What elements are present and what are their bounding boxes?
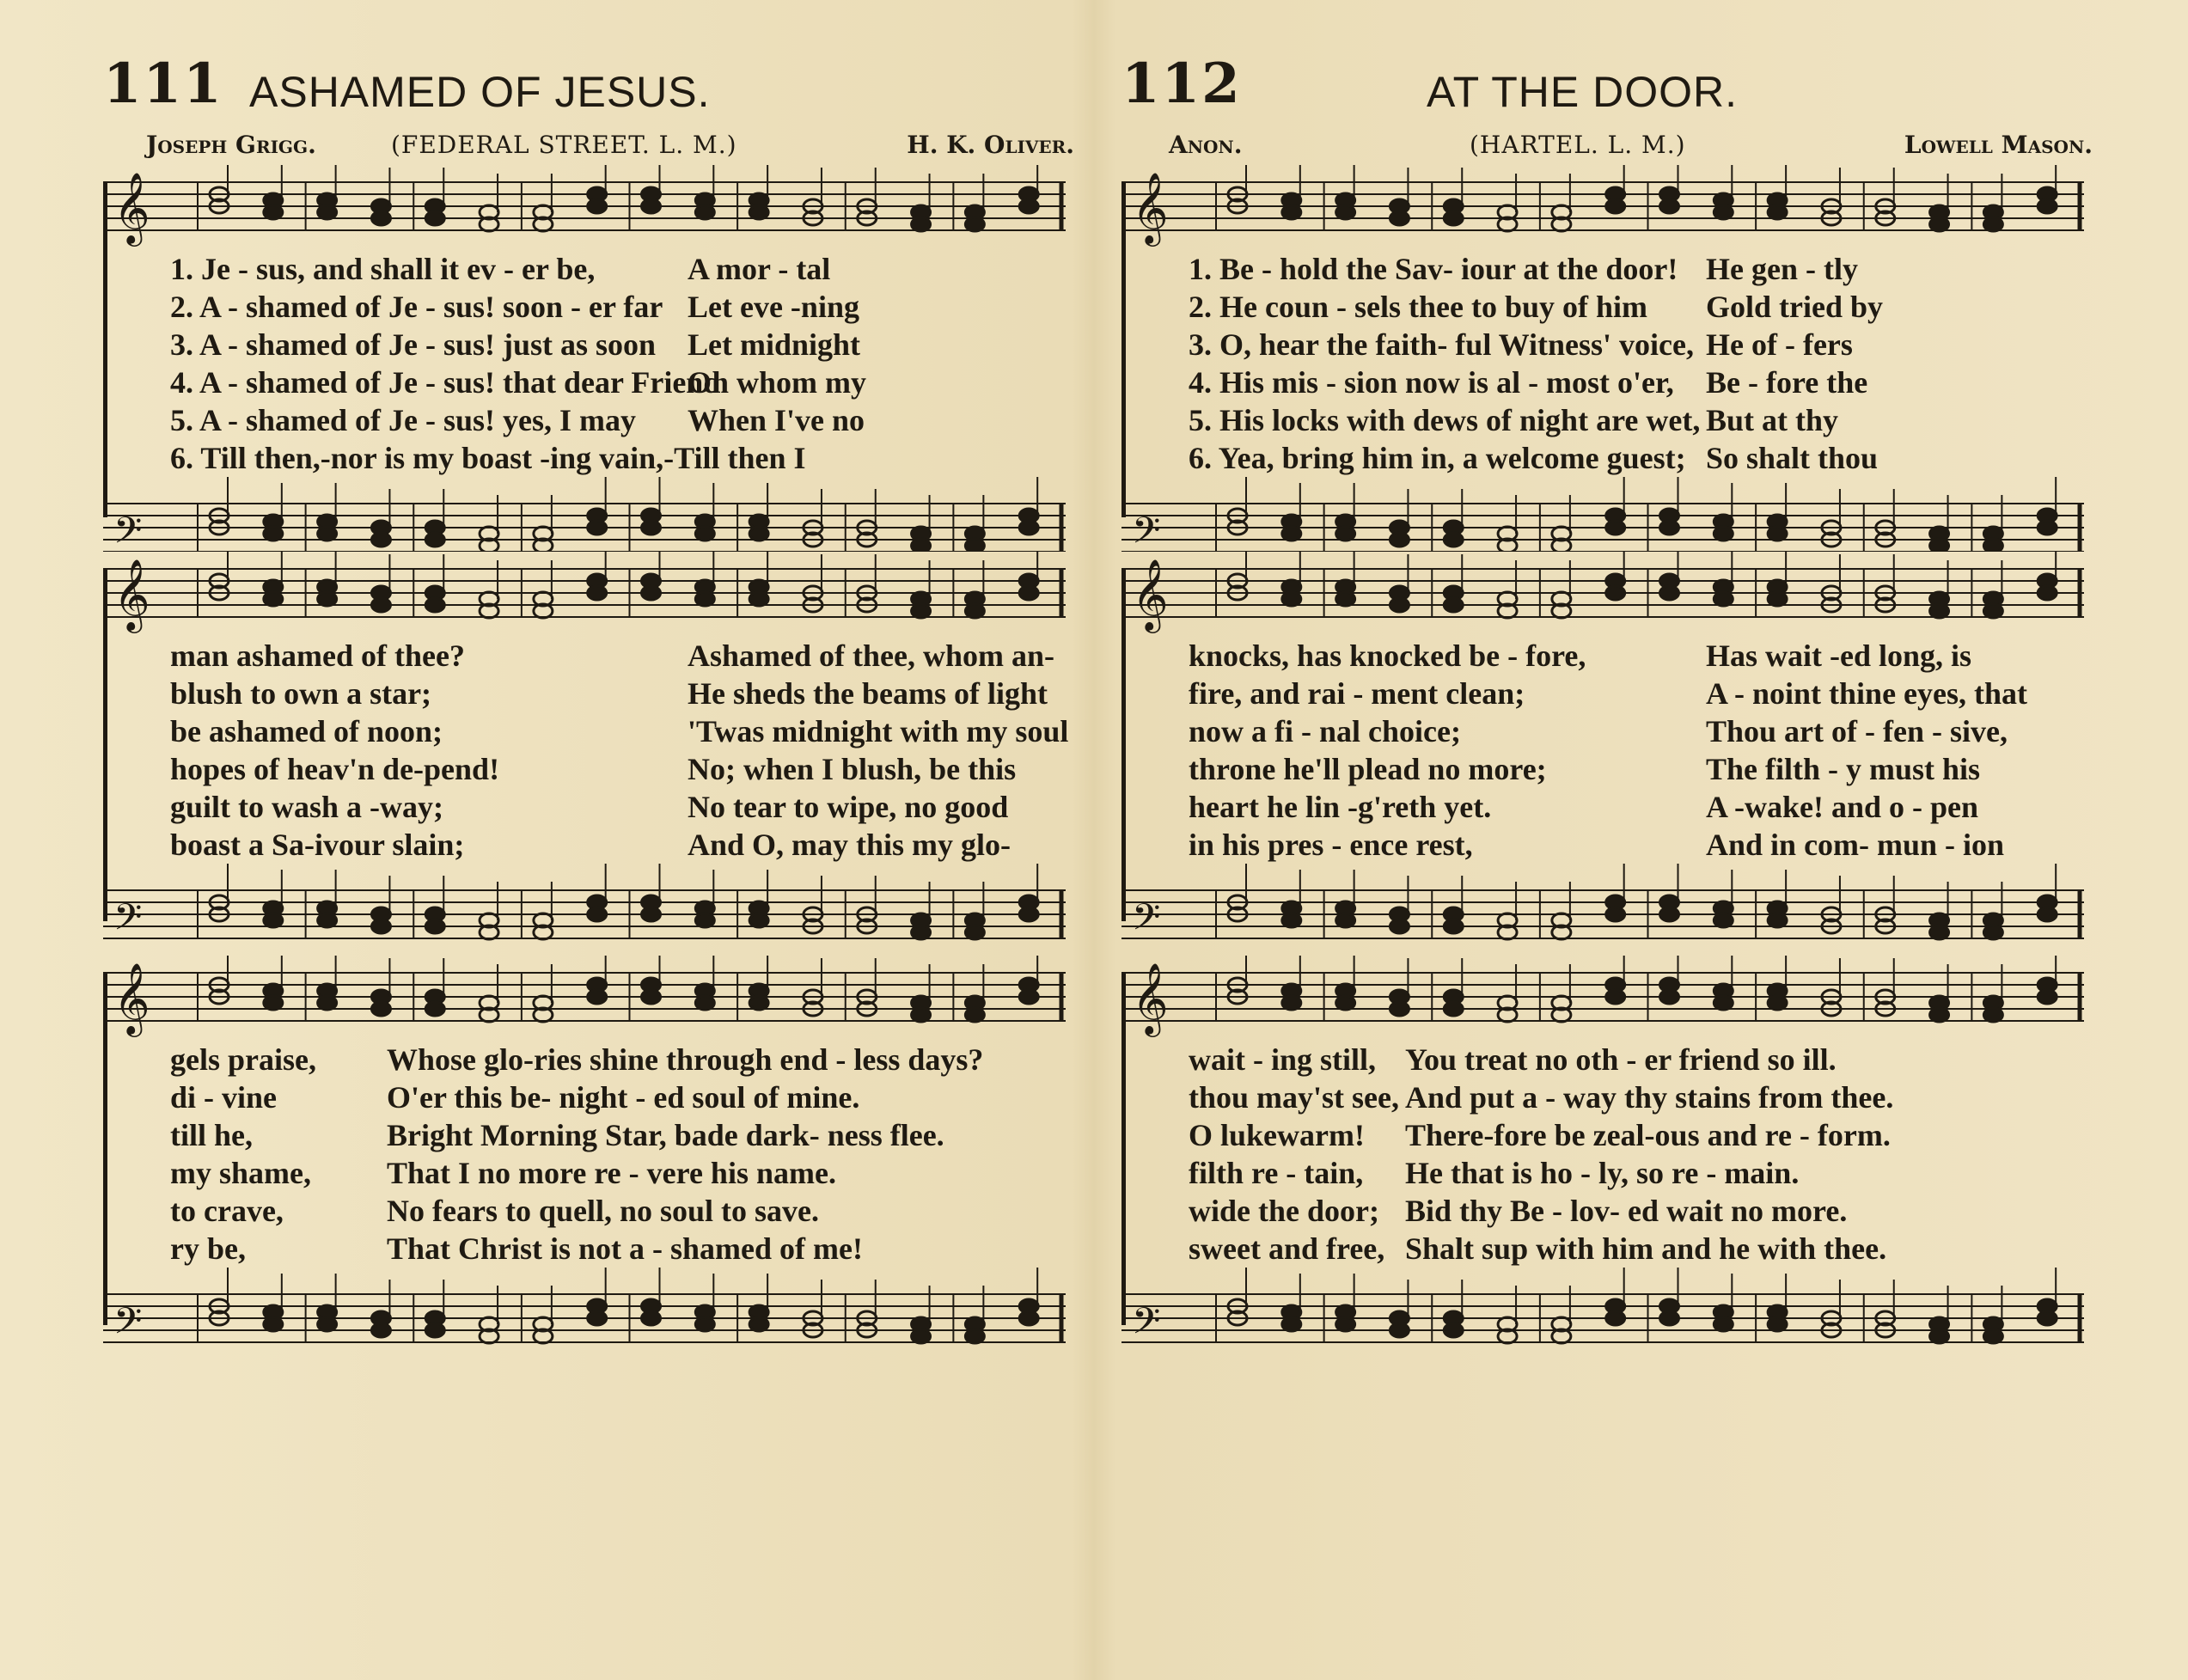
- lyric-segment: A mor - tal: [688, 252, 831, 286]
- lyric-line: [1122, 364, 2093, 402]
- lyric-line: [103, 289, 1074, 327]
- note-head: [2038, 990, 2057, 1004]
- lyric-segment: 1. Je - sus, and shall it ev - er be,: [170, 252, 596, 286]
- note-head: [749, 205, 768, 219]
- lyric-line: [103, 1079, 1074, 1117]
- composer: Lowell Mason.: [1904, 131, 2093, 159]
- hymn-number: 112: [1122, 52, 1242, 116]
- note-head: [371, 598, 390, 612]
- lyric-line: [1122, 289, 2093, 327]
- note-head: [1282, 527, 1301, 541]
- lyric-segment: knocks, has knocked be - fore,: [1189, 638, 1586, 673]
- music-system-2: [103, 552, 1074, 956]
- note-head: [1606, 199, 1625, 213]
- lyric-segment: blush to own a star;: [170, 676, 432, 711]
- lyric-line: [103, 1155, 1074, 1193]
- lyric-segment: 2. He coun - sels thee to buy of him: [1189, 290, 1647, 324]
- hymn-title: AT THE DOOR.: [1427, 68, 1739, 116]
- note-head: [1390, 598, 1409, 612]
- lyric-line: [1122, 638, 2093, 675]
- lyrics-block: [103, 638, 1074, 864]
- note-head: [1983, 1329, 2002, 1343]
- lyric-segment: 5. A - shamed of Je - sus! yes, I may: [170, 403, 637, 437]
- lyric-segment: Ashamed of thee, whom an-: [688, 638, 1054, 673]
- lyric-segment: He gen - tly: [1706, 252, 1858, 286]
- note-head: [965, 1329, 984, 1343]
- music-system-2: [1122, 552, 2093, 956]
- lyric-segment: Bid thy Be - lov- ed wait no more.: [1405, 1194, 1848, 1228]
- bass-clef-icon: 𝄢: [1132, 896, 1161, 948]
- lyric-line: [103, 1193, 1074, 1231]
- author: Joseph Grigg.: [146, 131, 316, 159]
- lyric-segment: man ashamed of thee?: [170, 638, 465, 673]
- lyric-segment: heart he lin -g'reth yet.: [1189, 790, 1492, 824]
- lyric-line: [1122, 327, 2093, 364]
- note-head: [318, 592, 337, 606]
- lyric-line: [103, 638, 1074, 675]
- note-head: [425, 1323, 444, 1337]
- music-system-1: [1122, 165, 2093, 552]
- note-head: [1930, 539, 1949, 552]
- note-head: [912, 539, 931, 552]
- note-head: [264, 913, 283, 927]
- lyric-line: [1122, 1117, 2093, 1155]
- lyric-line: [103, 713, 1074, 751]
- lyric-line: [103, 1117, 1074, 1155]
- hymn-header: [1122, 52, 2093, 120]
- note-head: [588, 990, 607, 1004]
- note-head: [371, 919, 390, 933]
- note-head: [749, 527, 768, 541]
- lyric-segment: Be - fore the: [1706, 365, 1868, 400]
- treble-clef-icon: 𝄞: [113, 962, 150, 1034]
- note-head: [1714, 205, 1733, 219]
- note-head: [965, 1008, 984, 1022]
- note-head: [2038, 586, 2057, 600]
- lyric-line: [1122, 402, 2093, 440]
- lyric-segment: So shalt thou: [1706, 441, 1879, 475]
- note-head: [588, 521, 607, 535]
- note-head: [1660, 199, 1679, 213]
- note-head: [318, 996, 337, 1010]
- note-head: [1444, 598, 1463, 612]
- note-head: [1390, 1323, 1409, 1337]
- note-head: [1606, 521, 1625, 535]
- note-head: [1714, 527, 1733, 541]
- note-head: [1660, 521, 1679, 535]
- lyric-line: [1122, 1155, 2093, 1193]
- note-head: [695, 592, 714, 606]
- note-head: [318, 527, 337, 541]
- note-head: [264, 527, 283, 541]
- note-head: [642, 907, 661, 921]
- note-head: [1336, 913, 1355, 927]
- lyric-line: [1122, 1193, 2093, 1231]
- lyric-segment: A -wake! and o - pen: [1706, 790, 1979, 824]
- lyric-segment: 3. A - shamed of Je - sus! just as soon: [170, 327, 657, 362]
- note-head: [912, 926, 931, 939]
- credit-line: [1122, 120, 2093, 165]
- note-head: [2038, 521, 2057, 535]
- note-head: [1282, 913, 1301, 927]
- note-head: [642, 586, 661, 600]
- note-head: [425, 919, 444, 933]
- note-head: [912, 604, 931, 618]
- note-head: [1930, 926, 1949, 939]
- lyric-segment: to crave,: [170, 1194, 284, 1228]
- note-head: [371, 1323, 390, 1337]
- lyric-line: [1122, 1042, 2093, 1079]
- note-head: [1336, 996, 1355, 1010]
- lyric-segment: O'er this be- night - ed soul of mine.: [387, 1080, 860, 1115]
- note-head: [1019, 199, 1038, 213]
- bass-clef-icon: 𝄢: [113, 896, 143, 948]
- lyric-segment: Has wait -ed long, is: [1706, 638, 1972, 673]
- music-system-1: [103, 165, 1074, 552]
- note-head: [1444, 211, 1463, 225]
- note-head: [642, 199, 661, 213]
- lyric-segment: He that is ho - ly, so re - main.: [1405, 1156, 1800, 1190]
- note-head: [695, 205, 714, 219]
- lyric-segment: No; when I blush, be this: [688, 752, 1017, 786]
- lyric-segment: That Christ is not a - shamed of me!: [387, 1231, 863, 1266]
- hymn-title: ASHAMED OF JESUS.: [249, 68, 711, 116]
- note-head: [1930, 217, 1949, 231]
- note-head: [1444, 1323, 1463, 1337]
- treble-clef-icon: 𝄞: [1132, 558, 1169, 630]
- note-head: [695, 1317, 714, 1331]
- treble-clef-icon: 𝄞: [1132, 171, 1169, 243]
- note-head: [1660, 1311, 1679, 1325]
- note-head: [318, 205, 337, 219]
- note-head: [1019, 990, 1038, 1004]
- note-head: [1660, 907, 1679, 921]
- lyric-segment: thou may'st see,: [1189, 1080, 1399, 1115]
- lyric-segment: now a fi - nal choice;: [1189, 714, 1461, 748]
- note-head: [1714, 592, 1733, 606]
- note-head: [1606, 990, 1625, 1004]
- note-head: [1983, 604, 2002, 618]
- note-head: [1390, 533, 1409, 547]
- note-head: [1282, 996, 1301, 1010]
- note-head: [642, 1311, 661, 1325]
- note-head: [1336, 592, 1355, 606]
- lyric-line: [1122, 440, 2093, 478]
- lyric-segment: But at thy: [1706, 403, 1839, 437]
- note-head: [912, 217, 931, 231]
- lyric-segment: 4. His mis - sion now is al - most o'er,: [1189, 365, 1674, 400]
- lyric-segment: 6. Till then,-nor is my boast -ing vain,-Till then I: [170, 441, 806, 475]
- lyric-segment: Shalt sup with him and he with thee.: [1405, 1231, 1887, 1266]
- lyric-segment: wait - ing still,: [1189, 1042, 1377, 1077]
- note-head: [1282, 592, 1301, 606]
- note-head: [264, 592, 283, 606]
- note-head: [1930, 1329, 1949, 1343]
- treble-clef-icon: 𝄞: [1132, 962, 1169, 1034]
- note-head: [1714, 1317, 1733, 1331]
- lyric-line: [1122, 827, 2093, 864]
- note-head: [749, 913, 768, 927]
- note-head: [1930, 604, 1949, 618]
- lyric-line: [103, 402, 1074, 440]
- note-head: [1983, 539, 2002, 552]
- lyric-segment: gels praise,: [170, 1042, 316, 1077]
- note-head: [1444, 1002, 1463, 1016]
- note-head: [1336, 1317, 1355, 1331]
- note-head: [1768, 1317, 1787, 1331]
- lyric-segment: He sheds the beams of light: [688, 676, 1048, 711]
- note-head: [371, 211, 390, 225]
- note-head: [642, 521, 661, 535]
- note-head: [425, 533, 444, 547]
- lyric-line: [103, 789, 1074, 827]
- note-head: [1606, 907, 1625, 921]
- hymn-112: [1122, 52, 2093, 1359]
- lyric-line: [103, 251, 1074, 289]
- lyric-segment: 4. A - shamed of Je - sus! that dear Friend: [170, 365, 721, 400]
- note-head: [1714, 913, 1733, 927]
- note-head: [425, 211, 444, 225]
- lyric-segment: You treat no oth - er friend so ill.: [1405, 1042, 1837, 1077]
- lyric-line: [1122, 751, 2093, 789]
- lyric-segment: 6. Yea, bring him in, a welcome guest;: [1189, 441, 1686, 475]
- note-head: [1983, 926, 2002, 939]
- note-head: [1019, 521, 1038, 535]
- lyric-segment: wide the door;: [1189, 1194, 1379, 1228]
- lyric-segment: Whose glo-ries shine through end - less days?: [387, 1042, 984, 1077]
- lyric-segment: No fears to quell, no soul to save.: [387, 1194, 819, 1228]
- note-head: [1019, 907, 1038, 921]
- author: Anon.: [1169, 131, 1243, 159]
- lyric-segment: sweet and free,: [1189, 1231, 1385, 1266]
- note-head: [749, 996, 768, 1010]
- tune-name: (HARTEL. L. M.): [1470, 131, 1686, 159]
- lyric-line: [1122, 1079, 2093, 1117]
- note-head: [1768, 527, 1787, 541]
- lyric-line: [1122, 675, 2093, 713]
- lyric-line: [103, 675, 1074, 713]
- lyric-segment: The filth - y must his: [1706, 752, 1981, 786]
- lyric-segment: Let midnight: [688, 327, 861, 362]
- lyric-segment: And in com- mun - ion: [1706, 828, 2005, 862]
- lyric-segment: my shame,: [170, 1156, 311, 1190]
- note-head: [1983, 1008, 2002, 1022]
- note-head: [588, 1311, 607, 1325]
- tune-name: (FEDERAL STREET. L. M.): [391, 131, 737, 159]
- bass-clef-icon: 𝄢: [1132, 1300, 1161, 1352]
- lyric-segment: Let eve -ning: [688, 290, 859, 324]
- note-head: [371, 533, 390, 547]
- lyric-segment: di - vine: [170, 1080, 278, 1115]
- note-head: [1714, 996, 1733, 1010]
- lyric-segment: guilt to wash a -way;: [170, 790, 444, 824]
- lyric-segment: He of - fers: [1706, 327, 1853, 362]
- lyrics-block: [103, 251, 1074, 478]
- lyric-line: [1122, 713, 2093, 751]
- credit-line: [103, 120, 1074, 165]
- note-head: [1390, 211, 1409, 225]
- lyric-line: [103, 827, 1074, 864]
- note-head: [1390, 919, 1409, 933]
- note-head: [264, 996, 283, 1010]
- lyric-segment: 3. O, hear the faith- ful Witness' voice,: [1189, 327, 1694, 362]
- note-head: [1606, 586, 1625, 600]
- lyric-segment: When I've no: [688, 403, 865, 437]
- note-head: [912, 1008, 931, 1022]
- lyric-segment: filth re - tain,: [1189, 1156, 1364, 1190]
- lyric-line: [103, 1231, 1074, 1268]
- music-system-3: [103, 956, 1074, 1359]
- note-head: [642, 990, 661, 1004]
- lyric-line: [1122, 789, 2093, 827]
- music-system-3: [1122, 956, 2093, 1359]
- note-head: [371, 1002, 390, 1016]
- note-head: [1019, 586, 1038, 600]
- hymn-111: [103, 52, 1074, 1359]
- note-head: [1983, 217, 2002, 231]
- lyric-line: [103, 364, 1074, 402]
- lyric-segment: 1. Be - hold the Sav- iour at the door!: [1189, 252, 1678, 286]
- note-head: [1336, 527, 1355, 541]
- note-head: [1336, 205, 1355, 219]
- lyric-line: [103, 751, 1074, 789]
- note-head: [318, 913, 337, 927]
- lyric-line: [103, 327, 1074, 364]
- lyric-segment: be ashamed of noon;: [170, 714, 443, 748]
- note-head: [1660, 586, 1679, 600]
- lyric-segment: 5. His locks with dews of night are wet,: [1189, 403, 1701, 437]
- note-head: [1019, 1311, 1038, 1325]
- note-head: [749, 592, 768, 606]
- lyric-line: [1122, 251, 2093, 289]
- note-head: [965, 926, 984, 939]
- lyric-segment: fire, and rai - ment clean;: [1189, 676, 1525, 711]
- lyric-segment: A - noint thine eyes, that: [1706, 676, 2028, 711]
- note-head: [588, 907, 607, 921]
- note-head: [1768, 913, 1787, 927]
- note-head: [695, 996, 714, 1010]
- lyric-segment: throne he'll plead no more;: [1189, 752, 1547, 786]
- hymn-number: 111: [103, 52, 223, 116]
- note-head: [695, 527, 714, 541]
- lyric-segment: And O, may this my glo-: [688, 828, 1011, 862]
- note-head: [425, 1002, 444, 1016]
- lyrics-block: [1122, 1042, 2093, 1268]
- note-head: [588, 586, 607, 600]
- note-head: [749, 1317, 768, 1331]
- note-head: [264, 205, 283, 219]
- bass-clef-icon: 𝄢: [113, 510, 143, 552]
- lyric-segment: till he,: [170, 1118, 253, 1152]
- lyrics-block: [1122, 251, 2093, 478]
- note-head: [1390, 1002, 1409, 1016]
- lyric-segment: No tear to wipe, no good: [688, 790, 1009, 824]
- note-head: [1444, 919, 1463, 933]
- lyric-segment: 2. A - shamed of Je - sus! soon - er far: [170, 290, 663, 324]
- lyric-segment: Bright Morning Star, bade dark- ness flee.: [387, 1118, 944, 1152]
- note-head: [1444, 533, 1463, 547]
- lyric-line: [1122, 1231, 2093, 1268]
- lyric-segment: 'Twas midnight with my soul: [688, 714, 1069, 748]
- lyric-segment: hopes of heav'n de-pend!: [170, 752, 500, 786]
- lyric-segment: That I no more re - vere his name.: [387, 1156, 836, 1190]
- note-head: [425, 598, 444, 612]
- note-head: [965, 217, 984, 231]
- note-head: [965, 604, 984, 618]
- note-head: [912, 1329, 931, 1343]
- note-head: [1282, 205, 1301, 219]
- composer: H. K. Oliver.: [907, 131, 1074, 159]
- lyric-line: [103, 1042, 1074, 1079]
- treble-clef-icon: 𝄞: [113, 171, 150, 243]
- lyric-segment: boast a Sa-ivour slain;: [170, 828, 465, 862]
- treble-clef-icon: 𝄞: [113, 558, 150, 630]
- note-head: [264, 1317, 283, 1331]
- lyric-segment: ry be,: [170, 1231, 246, 1266]
- lyric-line: [103, 440, 1074, 478]
- lyric-segment: And put a - way thy stains from thee.: [1405, 1080, 1894, 1115]
- note-head: [2038, 1311, 2057, 1325]
- note-head: [695, 913, 714, 927]
- note-head: [1768, 592, 1787, 606]
- lyric-segment: in his pres - ence rest,: [1189, 828, 1473, 862]
- lyric-segment: O lukewarm!: [1189, 1118, 1365, 1152]
- note-head: [965, 539, 984, 552]
- note-head: [1930, 1008, 1949, 1022]
- note-head: [1660, 990, 1679, 1004]
- note-head: [588, 199, 607, 213]
- note-head: [1768, 996, 1787, 1010]
- lyric-segment: On whom my: [688, 365, 867, 400]
- note-head: [2038, 907, 2057, 921]
- lyric-segment: Thou art of - fen - sive,: [1706, 714, 2008, 748]
- bass-clef-icon: 𝄢: [1132, 510, 1161, 552]
- lyrics-block: [103, 1042, 1074, 1268]
- note-head: [1282, 1317, 1301, 1331]
- hymn-header: [103, 52, 1074, 120]
- lyric-segment: Gold tried by: [1706, 290, 1884, 324]
- bass-clef-icon: 𝄢: [113, 1300, 143, 1352]
- lyrics-block: [1122, 638, 2093, 864]
- note-head: [2038, 199, 2057, 213]
- note-head: [1768, 205, 1787, 219]
- lyric-segment: There-fore be zeal-ous and re - form.: [1405, 1118, 1891, 1152]
- note-head: [1606, 1311, 1625, 1325]
- note-head: [318, 1317, 337, 1331]
